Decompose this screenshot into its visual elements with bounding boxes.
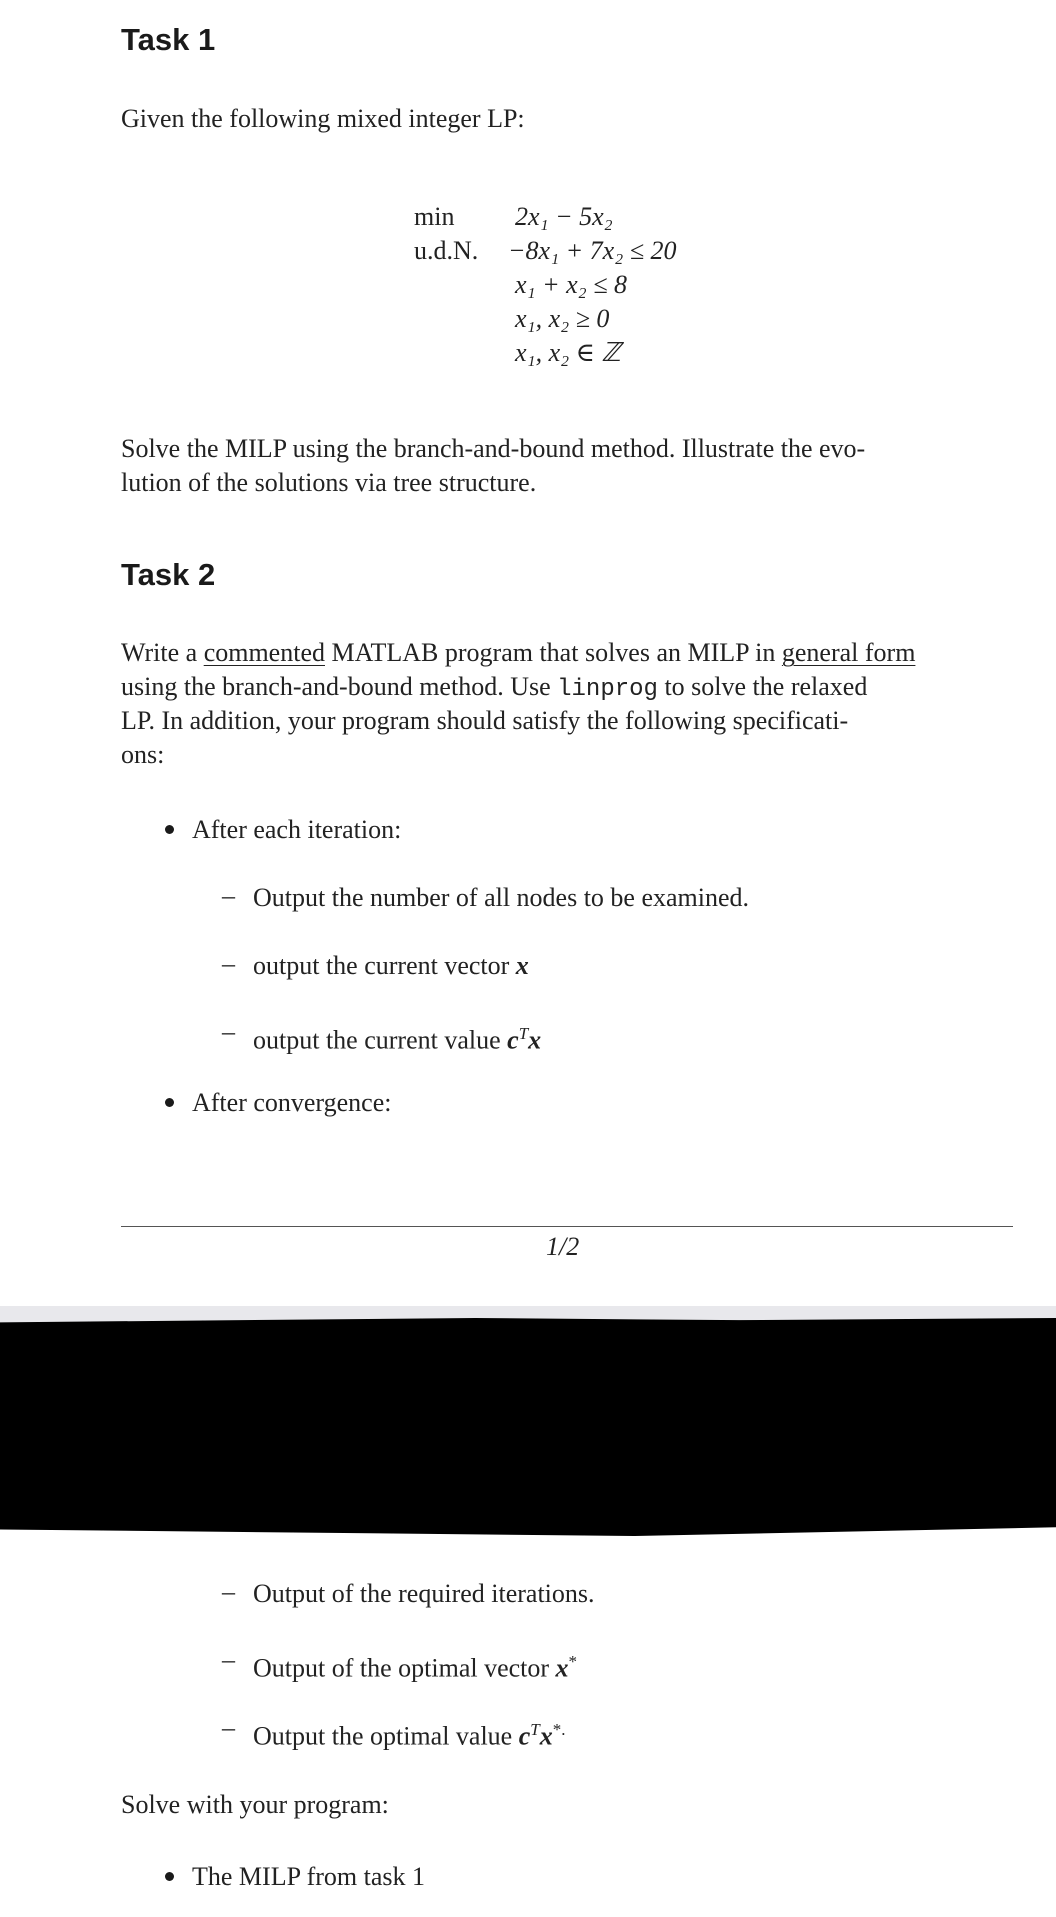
c-symbol: c [507,1025,519,1055]
iter-item-3-text: output the current value [253,1025,501,1055]
solve-item-1: The MILP from task 1 [192,1862,425,1891]
conv-item-3 [253,1713,566,1754]
para-text: MATLAB program that solves an MILP in [331,638,776,667]
objective: 2x₁ − 5x₂ [515,202,613,231]
dash-icon: – [222,1713,235,1742]
bullet-dot [165,1098,174,1107]
opt-x-symbol: x [539,1721,553,1751]
opt-star-period: *. [552,1720,566,1739]
para-text: to solve the relaxed [664,672,868,701]
dash-icon: – [222,1017,235,1046]
dash-icon: – [222,1645,235,1674]
task1-instruction-line1: Solve the MILP using the branch-and-bound method. Illustrate the evo- [121,434,866,463]
bullet-dot [165,825,174,834]
opt-vector-symbol: x [555,1653,569,1683]
task2-para-line3: LP. In addition, your program should satisfy the following specificati- [121,706,849,735]
task2-heading: Task 2 [121,557,216,592]
dash-icon: – [222,1577,235,1606]
opt-transpose-symbol: T [530,1720,540,1739]
bullet-dot [165,1872,174,1881]
linprog-code: linprog [557,676,658,703]
task2-para-line2 [121,670,867,707]
footer-rule [121,1226,1013,1227]
commented-underlined: commented [203,638,325,667]
general-form-underlined: general form [781,638,916,667]
para-text: Write a [121,638,198,667]
conv-item-1: Output of the required iterations. [253,1579,595,1608]
constraint-4: x₁, x₂ ∈ ℤ [515,338,621,367]
solve-label: Solve with your program: [121,1790,389,1819]
iter-item-1: Output the number of all nodes to be examined. [253,883,750,912]
iter-item-3 [253,1017,541,1058]
star-symbol: * [568,1652,578,1671]
page-number: 1/2 [546,1232,580,1261]
iter-item-2-text: output the current vector [253,951,510,980]
task1-heading: Task 1 [121,22,216,57]
after-iteration-label: After each iteration: [192,815,402,844]
task1-instruction-line2: lution of the solutions via tree structure. [121,468,537,497]
constraint-3: x₁, x₂ ≥ 0 [515,304,610,333]
iter-item-2 [253,949,529,983]
conv-item-2 [253,1645,577,1686]
vector-x-symbol: x [515,951,529,980]
x-symbol: x [528,1025,542,1055]
after-convergence-label: After convergence: [192,1088,392,1117]
constraint-2: x₁ + x₂ ≤ 8 [515,270,627,299]
dash-icon: – [222,881,235,910]
min-label: min [414,202,455,231]
transpose-symbol: T [518,1024,529,1043]
task2-para-line4: ons: [121,740,165,769]
opt-c-symbol: c [518,1721,531,1751]
para-text: using the branch-and-bound method. Use [121,672,551,701]
dash-icon: – [222,949,235,978]
subject-to-label: u.d.N. [414,236,479,265]
conv-item-2-text: Output of the optimal vector [253,1653,550,1683]
redaction-block [0,1318,1056,1536]
task1-intro: Given the following mixed integer LP: [121,104,525,133]
conv-item-3-text: Output the optimal value [253,1721,513,1751]
task2-para-line1 [121,636,915,670]
constraint-1: −8x₁ + 7x₂ ≤ 20 [508,236,677,265]
